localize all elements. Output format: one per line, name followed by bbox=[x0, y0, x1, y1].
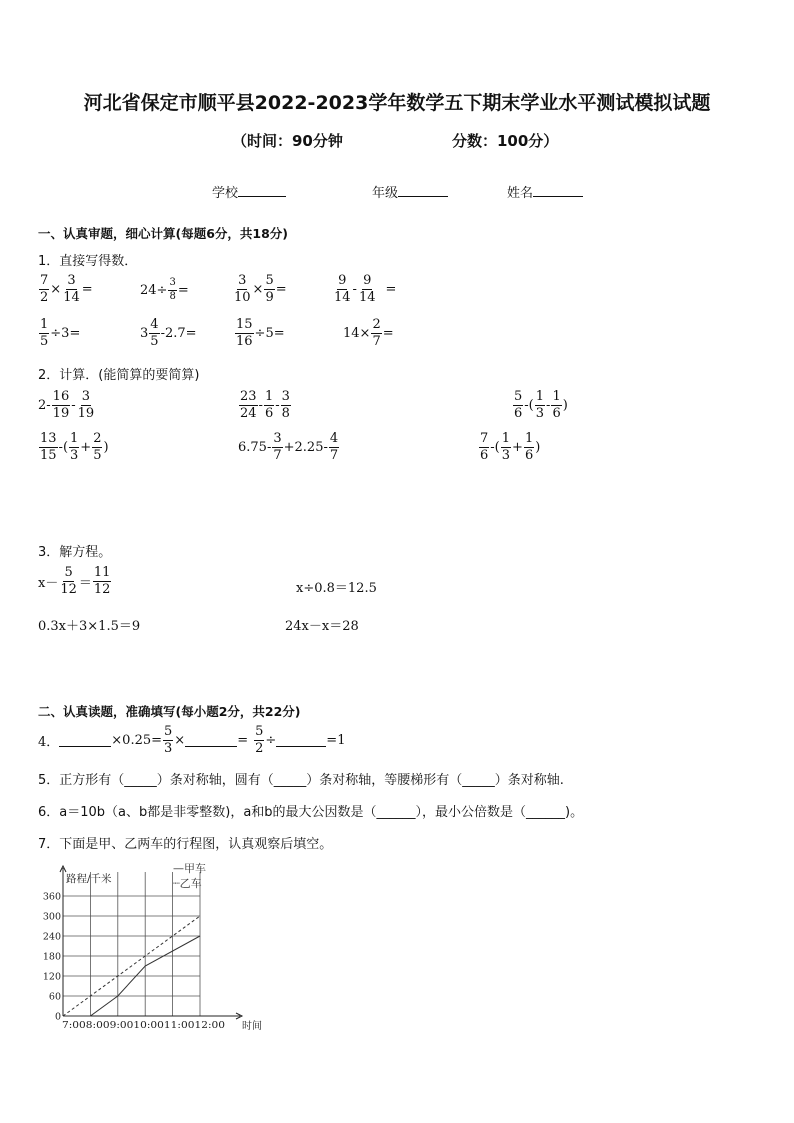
school-blank[interactable] bbox=[238, 184, 286, 197]
x-tick-labels: 7:008:009:0010:0011:0012:00 bbox=[62, 1020, 225, 1031]
q1-item-4: $\frac{9}{14}$ - $\frac{9}{14}$ = bbox=[334, 273, 397, 305]
q1-label: 1．直接写得数． bbox=[38, 254, 138, 269]
q1-item-3: $\frac{3}{10}$ × $\frac{5}{9}$ = bbox=[234, 273, 287, 305]
q1-item-7: $\frac{15}{16}$ ÷5= bbox=[236, 317, 285, 349]
x-axis-label: 时间 bbox=[242, 1021, 262, 1032]
chart-grid bbox=[63, 872, 200, 1016]
q1-item-2: 24÷ $\frac{3}{8}$ = bbox=[140, 277, 189, 302]
grade-label: 年级 bbox=[372, 186, 399, 201]
q2-expr-3: $\frac{5}{6}$ -( $\frac{1}{3}$ - $\frac{1}{6}$ ) bbox=[514, 389, 568, 421]
y-tick-label: 120 bbox=[42, 971, 61, 983]
school-label: 学校 bbox=[212, 186, 239, 201]
q2-expr-2: $\frac{23}{24}$ - $\frac{1}{6}$ - $\frac{3}{8}$ bbox=[240, 389, 290, 421]
y-axis-label: 路程/千米 bbox=[66, 873, 112, 885]
name-blank[interactable] bbox=[533, 184, 583, 197]
q3-label: 3．解方程。 bbox=[38, 545, 112, 560]
q4-blank-1[interactable] bbox=[59, 734, 111, 747]
q7: 7．下面是甲、乙两车的行程图，认真观察后填空。 bbox=[38, 837, 333, 852]
name-field bbox=[507, 182, 583, 201]
school-field bbox=[212, 182, 286, 201]
grade-field bbox=[372, 182, 448, 201]
y-tick-label: 360 bbox=[42, 891, 61, 903]
y-tick-label: 60 bbox=[48, 991, 61, 1003]
q5: 5．正方形有（_____）条对称轴，圆有（_____）条对称轴，等腰梯形有（_____）条对称轴. bbox=[38, 773, 564, 788]
legend-jia: —甲车 bbox=[173, 862, 206, 875]
q2-expr-4: $\frac{13}{15}$ -( $\frac{1}{3}$ + $\frac{2}{5}$ ) bbox=[40, 431, 109, 463]
y-tick-label: 180 bbox=[42, 951, 61, 963]
q3-eq-4: 24x－x＝28 bbox=[285, 619, 359, 634]
series-line-yi bbox=[63, 916, 200, 1016]
section1-heading: 一、认真审题，细心计算(每题6分，共18分) bbox=[38, 226, 289, 241]
score-label: 分数：100分） bbox=[452, 132, 559, 150]
page-title: 河北省保定市顺平县2022-2023学年数学五下期末学业水平测试模拟试题 bbox=[83, 92, 711, 114]
q4: 4． ×0.25= $\frac{5}{3}$ × = $\frac{5}{2}$ ÷ =1 bbox=[38, 724, 346, 756]
travel-chart bbox=[30, 858, 280, 1038]
q1-item-1: $\frac{7}{2}$ × $\frac{3}{14}$ = bbox=[40, 273, 93, 305]
chart-series bbox=[63, 916, 200, 1016]
q2-expr-6: $\frac{7}{6}$ -( $\frac{1}{3}$ + $\frac{1}{6}$ ) bbox=[480, 431, 541, 463]
q1-item-6: 3 $\frac{4}{5}$ -2.7= bbox=[140, 317, 197, 349]
q4-blank-2[interactable] bbox=[185, 734, 237, 747]
q2-label: 2．计算．(能简算的要简算) bbox=[38, 368, 200, 383]
name-label: 姓名 bbox=[507, 186, 534, 201]
legend-yi: ┈乙车 bbox=[173, 877, 202, 890]
q4-blank-3[interactable] bbox=[276, 734, 326, 747]
q3-eq-3: 0.3x＋3×1.5＝9 bbox=[38, 619, 141, 634]
q1-item-5: $\frac{1}{5}$ ÷3= bbox=[40, 317, 81, 349]
time-label: （时间：90分钟 bbox=[232, 132, 343, 150]
y-tick-label: 0 bbox=[54, 1011, 61, 1023]
q6: 6．a＝10b（a、b都是非零整数)，a和b的最大公因数是（______），最小公倍数是（______)。 bbox=[38, 805, 584, 820]
chart-legend bbox=[173, 862, 206, 890]
q2-expr-5: 6.75- $\frac{3}{7}$ +2.25- $\frac{4}{7}$ bbox=[238, 431, 339, 463]
y-tick-label: 240 bbox=[42, 931, 61, 943]
q3-eq-1: x－ $\frac{5}{12}$ ＝ $\frac{11}{12}$ bbox=[38, 565, 111, 597]
y-tick-label: 300 bbox=[42, 911, 61, 923]
q3-eq-2: x÷0.8＝12.5 bbox=[296, 581, 377, 596]
section2-heading: 二、认真读题，准确填写(每小题2分，共22分) bbox=[38, 704, 301, 719]
grade-blank[interactable] bbox=[398, 184, 448, 197]
q1-item-8: 14× $\frac{2}{7}$ = bbox=[343, 317, 394, 349]
q2-expr-1: 2- $\frac{16}{19}$ - $\frac{3}{19}$ bbox=[38, 389, 95, 421]
